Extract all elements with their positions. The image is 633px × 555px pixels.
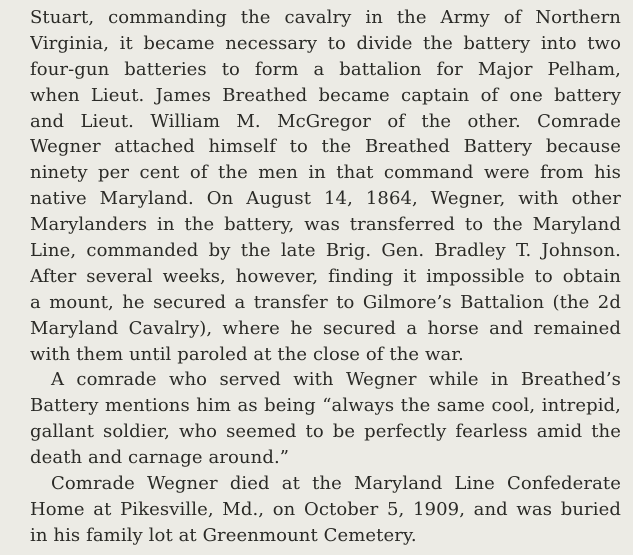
text-line: Stuart, commanding the cavalry in the Army of Northern bbox=[30, 7, 621, 28]
text-line: Marylanders in the battery, was transferred to the Maryland bbox=[30, 214, 621, 236]
text-line: a mount, he secured a transfer to Gilmore’s Battalion (the 2d bbox=[30, 291, 621, 313]
text-line: when Lieut. James Breathed became captain of one battery bbox=[30, 84, 621, 106]
text-line: and Lieut. William M. McGregor of the other. Comrade bbox=[30, 110, 621, 132]
text-line: in his family lot at Greenmount Cemetery. bbox=[30, 524, 417, 546]
text-line: A comrade who served with Wegner while in Breathed’s bbox=[51, 369, 621, 391]
text-line: Virginia, it became necessary to divide the battery into two bbox=[30, 32, 621, 54]
text-line: gallant soldier, who seemed to be perfectly fearless amid the bbox=[30, 421, 621, 443]
text-line: After several weeks, however, finding it impossible to obtain bbox=[30, 265, 621, 287]
text-line: ninety per cent of the men in that command were from his bbox=[30, 162, 621, 184]
text-line: Line, commanded by the late Brig. Gen. Bradley T. Johnson. bbox=[30, 240, 621, 262]
text-line: native Maryland. On August 14, 1864, Wegner, with other bbox=[30, 188, 621, 210]
text-line: Maryland Cavalry), where he secured a horse and remained bbox=[30, 317, 621, 339]
text-line: four-gun batteries to form a battalion for Major Pelham, bbox=[30, 58, 621, 80]
text-line: with them until paroled at the close of the war. bbox=[30, 343, 464, 365]
text-line: death and carnage around.” bbox=[30, 447, 290, 469]
text-line: Battery mentions him as being “always the same cool, intrepid, bbox=[30, 395, 621, 417]
text-line: Comrade Wegner died at the Maryland Line Confederate bbox=[51, 473, 621, 495]
text-line: Home at Pikesville, Md., on October 5, 1909, and was buried bbox=[30, 498, 621, 520]
text-line: Wegner attached himself to the Breathed Battery because bbox=[30, 136, 621, 158]
body-text bbox=[30, 5, 621, 549]
